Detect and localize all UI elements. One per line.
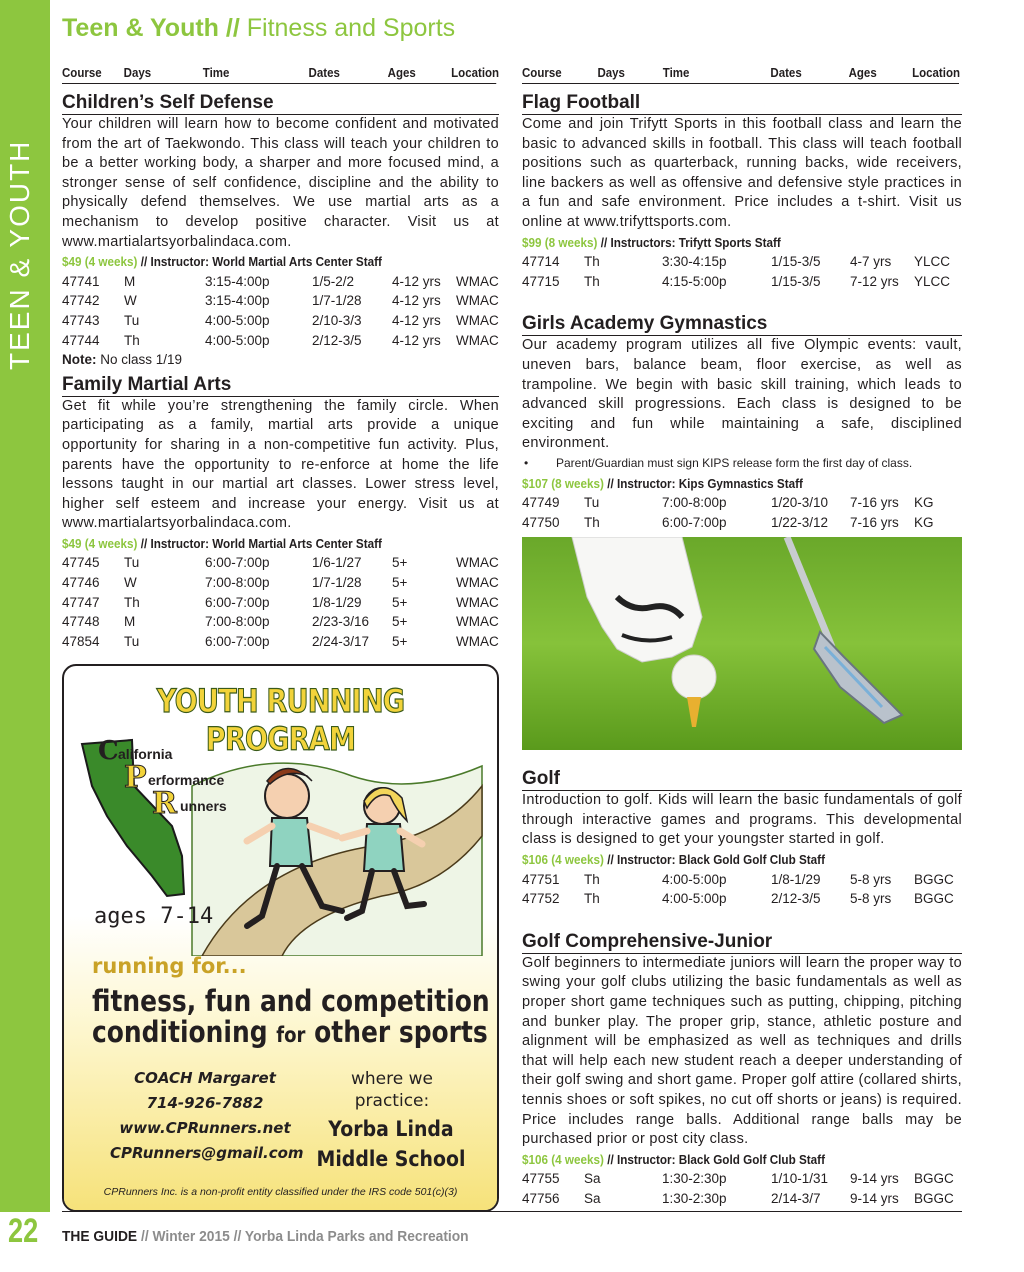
ad-running-for: running for...: [92, 954, 247, 978]
cell-location: WMAC: [456, 594, 499, 610]
title-subsection: Fitness and Sports: [246, 14, 456, 42]
cell-dates: 1/22-3/12: [771, 514, 829, 530]
footer-sep-2: //: [229, 1228, 245, 1245]
tagline-other-sports: other sports: [305, 1015, 488, 1049]
cell-ages: 5-8 yrs: [850, 891, 892, 907]
golf-photo-art: [522, 537, 962, 750]
cell-dates: 2/23-3/16: [312, 614, 370, 630]
cell-course: 47751: [522, 871, 560, 887]
instructor: // Instructor: Black Gold Golf Club Staff: [603, 852, 825, 868]
logo-line-2: erformance: [148, 772, 225, 788]
cell-time: 6:00-7:00p: [205, 594, 270, 610]
tagline-conditioning: conditioning: [92, 1015, 277, 1049]
cell-days: Sa: [584, 1171, 601, 1187]
cell-location: WMAC: [456, 614, 499, 630]
footer: [62, 1228, 469, 1245]
instructor: // Instructor: World Martial Arts Center Staff: [137, 535, 382, 551]
cell-course: 47744: [62, 332, 100, 348]
cell-dates: 1/20-3/10: [771, 495, 829, 511]
bullet-text: Parent/Guardian must sign KIPS release form the first day of class.: [556, 455, 913, 470]
course-fee: [522, 474, 918, 494]
price: $107 (8 weeks): [522, 475, 604, 491]
cell-dates: 2/12-3/5: [312, 332, 362, 348]
left-column: [62, 62, 499, 651]
cell-ages: 5-8 yrs: [850, 871, 892, 887]
footer-rule: [62, 1211, 962, 1212]
course-girls-gymnastics: [522, 313, 962, 532]
schedule-row: [522, 513, 962, 533]
cell-ages: 5+: [392, 614, 408, 630]
schedule-row: [522, 1189, 962, 1209]
cell-time: 1:30-2:30p: [662, 1171, 727, 1187]
ad-title: YOUTH RUNNING PROGRAM: [156, 682, 405, 758]
cell-course: 47748: [62, 614, 100, 630]
cell-time: 3:15-4:00p: [205, 273, 270, 289]
cell-days: Th: [124, 594, 140, 610]
course-description: Golf beginners to intermediate juniors will learn the proper way to swing your golf clubs utilizing the basic fundamentals as well as proper short game techniques such as putting, chipping, pitching and bunker play. The proper grip, stance, athletic posture and alignment will be emphasized as well as techniques and drills that will help each new student reach a deeper understanding of their golf swing and short game. Proper golf attire (collared shirts, tennis shoes or soft spikes, no cut off shorts or jeans) is required. Price includes range balls. Additional range balls may be purchased prior or post city class.: [522, 954, 962, 1148]
instructor: // Instructors: Trifytt Sports Staff: [597, 234, 781, 250]
course-golf-comprehensive: [522, 931, 962, 1209]
cell-course: 47750: [522, 514, 560, 530]
cell-time: 1:30-2:30p: [662, 1190, 727, 1206]
note-label: Note:: [62, 352, 97, 368]
cell-location: WMAC: [456, 312, 499, 328]
cell-days: Th: [124, 332, 140, 348]
cell-ages: 7-16 yrs: [850, 495, 899, 511]
sidebar-label: TEEN & YOUTH: [4, 139, 35, 370]
footer-department: Yorba Linda Parks and Recreation: [244, 1228, 469, 1245]
cell-location: WMAC: [456, 332, 499, 348]
cell-location: KG: [914, 514, 934, 530]
cell-ages: 5+: [392, 633, 408, 649]
cell-days: Tu: [584, 495, 600, 511]
cell-location: BGGC: [914, 891, 954, 907]
school-line2: Middle School: [316, 1147, 466, 1171]
cell-days: W: [124, 575, 137, 591]
schedule-row: [62, 272, 499, 292]
golf-photo: [522, 537, 962, 750]
ad-email[interactable]: CPRunners@gmail.com: [110, 1144, 304, 1162]
col-dates: Dates: [770, 65, 802, 80]
title-separator: //: [218, 14, 247, 42]
course-description: Our academy program utilizes all five Olympic events: vault, uneven bars, balance beam, floor exercise, as well as trampoline. We begin with basic skill training, which leads to advanced skill progressions. Each class is designed to be exciting and fun while maintaining a safe, disciplined environment.: [522, 337, 962, 452]
course-title: Golf Comprehensive-Junior: [522, 931, 962, 954]
page-number: 22: [8, 1212, 39, 1250]
schedule-rows: [522, 1169, 962, 1208]
cell-ages: 4-12 yrs: [392, 312, 441, 328]
schedule-row: [62, 291, 499, 311]
instructor: // Instructor: Black Gold Golf Club Staff: [603, 1151, 825, 1167]
cell-location: WMAC: [456, 633, 499, 649]
ad-tagline-line2: [92, 1015, 488, 1051]
course-fee: [522, 1150, 918, 1170]
cell-location: WMAC: [456, 575, 499, 591]
logo-letter-p: P: [124, 760, 147, 795]
cell-ages: 4-12 yrs: [392, 293, 441, 309]
schedule-row: [62, 593, 499, 613]
bullet-dot: •: [524, 455, 529, 470]
price: $106 (4 weeks): [522, 1151, 604, 1167]
course-fee: [62, 252, 455, 272]
ad-footnote: CPRunners Inc. is a non-profit entity classified under the IRS code 501(c)(3): [103, 1186, 458, 1198]
course-description: Come and join Trifytt Sports in this football class and learn the basic to advanced skills in football. This class will teach football positions such as quarterback, running backs, wide receivers, line backers as well as offensive and defensive style practices in a fun and safe environment. Price includes a t-shirt. Visit us online at www.trifyttsports.com.: [522, 116, 962, 230]
title-section: Teen & Youth: [62, 14, 219, 42]
cell-course: 47752: [522, 891, 560, 907]
cell-course: 47746: [62, 575, 100, 591]
schedule-row: [522, 889, 962, 909]
schedule-row: [522, 870, 962, 890]
logo-letter-r: R: [152, 786, 177, 821]
cell-time: 4:00-5:00p: [205, 312, 270, 328]
course-description: Get fit while you’re strengthening the family circle. When participating as a family, martial arts provide a unique opportunity for sharing in a non-competitive fun activity. Plus, parents have the opportunity to re-enforce at home the life lessons taught in our martial art classes. Lower stress level, higher self esteem and increase your energy. Visit us at www.martialartsyorbalindaca.com.: [62, 397, 499, 532]
price: $49 (4 weeks): [62, 254, 138, 270]
cell-days: M: [124, 614, 136, 630]
schedule-rows: [522, 252, 962, 291]
tagline-for: for: [276, 1023, 306, 1047]
course-title: Children’s Self Defense: [62, 92, 499, 115]
schedule-row: [62, 573, 499, 593]
cell-dates: 1/8-1/29: [312, 594, 362, 610]
page-title: [62, 14, 455, 43]
cell-course: 47715: [522, 273, 560, 289]
where-line2: practice:: [354, 1091, 430, 1111]
ad-tagline: [92, 984, 490, 1051]
cell-days: Th: [584, 514, 600, 530]
footer-sep-1: //: [137, 1228, 153, 1245]
cell-location: BGGC: [914, 1190, 954, 1206]
col-location: Location: [451, 65, 500, 80]
schedule-row: [62, 612, 499, 632]
cell-time: 3:15-4:00p: [205, 293, 270, 309]
cell-days: Th: [584, 254, 600, 270]
course-note: [62, 350, 499, 370]
cell-location: BGGC: [914, 871, 954, 887]
course-fee: [522, 850, 918, 870]
schedule-rows: [522, 870, 962, 909]
course-fee: [62, 534, 455, 554]
course-title: Golf: [522, 768, 962, 791]
cell-dates: 2/12-3/5: [771, 891, 821, 907]
ad-tagline-line1: fitness, fun and competition: [92, 984, 490, 1018]
schedule-row: [522, 272, 962, 292]
footer-season: Winter 2015: [152, 1228, 230, 1245]
cell-dates: 1/7-1/28: [312, 575, 362, 591]
cell-time: 4:00-5:00p: [205, 332, 270, 348]
course-flag-football: [522, 92, 962, 291]
coach-name: COACH Margaret: [134, 1069, 276, 1087]
col-course: Course: [522, 65, 562, 80]
instructor: // Instructor: Kips Gymnastics Staff: [603, 475, 803, 491]
cell-time: 7:00-8:00p: [662, 495, 727, 511]
footer-guide: THE GUIDE: [62, 1228, 138, 1245]
course-golf: [522, 768, 962, 909]
cell-course: 47743: [62, 312, 100, 328]
cell-location: WMAC: [456, 293, 499, 309]
cell-dates: 1/6-1/27: [312, 555, 362, 571]
schedule-rows: [522, 493, 962, 532]
col-days: Days: [597, 65, 625, 80]
cell-course: 47755: [522, 1171, 560, 1187]
col-days: Days: [123, 65, 152, 80]
cell-days: Tu: [124, 555, 140, 571]
cell-dates: 1/7-1/28: [312, 293, 362, 309]
cell-location: YLCC: [914, 254, 951, 270]
course-title: Girls Academy Gymnastics: [522, 313, 962, 336]
schedule-row: [522, 1169, 962, 1189]
schedule-rows: [62, 272, 499, 350]
course-family-martial-arts: [62, 374, 499, 652]
ad-school: [315, 1114, 468, 1174]
cell-course: 47741: [62, 273, 100, 289]
cell-dates: 1/15-3/5: [771, 273, 821, 289]
cell-time: 4:00-5:00p: [662, 871, 727, 887]
cell-days: Tu: [124, 312, 140, 328]
course-title: Flag Football: [522, 92, 962, 115]
cell-time: 6:00-7:00p: [205, 633, 270, 649]
cell-days: W: [124, 293, 137, 309]
cell-time: 7:00-8:00p: [205, 614, 270, 630]
col-ages: Ages: [387, 65, 416, 80]
cell-time: 4:15-5:00p: [662, 273, 727, 289]
schedule-row: [522, 493, 962, 513]
cell-location: YLCC: [914, 273, 951, 289]
cell-days: M: [124, 273, 136, 289]
cell-course: 47749: [522, 495, 560, 511]
cell-days: Tu: [124, 633, 140, 649]
column-header: [62, 62, 500, 84]
course-fee: [522, 233, 918, 253]
price: $49 (4 weeks): [62, 535, 138, 551]
cell-days: Th: [584, 871, 600, 887]
cell-location: KG: [914, 495, 934, 511]
col-ages: Ages: [848, 65, 877, 80]
ad-contact: [110, 1066, 304, 1166]
school-line1: Yorba Linda: [328, 1117, 454, 1141]
cell-location: BGGC: [914, 1171, 954, 1187]
cell-ages: 7-16 yrs: [850, 514, 899, 530]
cell-dates: 1/10-1/31: [771, 1171, 829, 1187]
cell-ages: 5+: [392, 594, 408, 610]
col-dates: Dates: [308, 65, 340, 80]
cell-location: WMAC: [456, 273, 499, 289]
where-line1: where we: [351, 1069, 433, 1089]
col-time: Time: [662, 65, 690, 80]
cell-days: Th: [584, 273, 600, 289]
cell-time: 6:00-7:00p: [205, 555, 270, 571]
ad-website[interactable]: www.CPRunners.net: [119, 1119, 291, 1137]
column-header: [522, 62, 959, 84]
cell-course: 47854: [62, 633, 100, 649]
cell-course: 47756: [522, 1190, 560, 1206]
logo-line-1: alifornia: [118, 746, 173, 762]
cell-course: 47747: [62, 594, 100, 610]
schedule-row: [62, 632, 499, 652]
course-childrens-self-defense: [62, 92, 499, 370]
instructor: // Instructor: World Martial Arts Center Staff: [137, 254, 382, 270]
schedule-row: [62, 331, 499, 351]
cell-dates: 2/14-3/7: [771, 1190, 821, 1206]
cell-time: 7:00-8:00p: [205, 575, 270, 591]
ad-where: [312, 1068, 472, 1112]
cell-ages: 5+: [392, 575, 408, 591]
schedule-rows: [62, 553, 499, 651]
cell-ages: 4-7 yrs: [850, 254, 892, 270]
schedule-row: [62, 553, 499, 573]
cell-days: Th: [584, 891, 600, 907]
course-description: Your children will learn how to become confident and motivated from the art of Taekwondo. This class will teach your children to be a better working body, a sharper and more focused mind, a stronger sense of self confidence, discipline and the ability to physically defend themselves. We use martial arts as a mechanism to develop positive character. Visit us at www.martialartsyorbalindaca.com.: [62, 116, 499, 250]
course-description: Introduction to golf. Kids will learn the basic fundamentals of golf through interactive games and programs. This developmental class is designed to get your youngster started in golf.: [522, 792, 962, 848]
logo-letter-c: C: [98, 736, 119, 766]
logo-line-3: unners: [180, 798, 227, 814]
cell-course: 47742: [62, 293, 100, 309]
cell-course: 47745: [62, 555, 100, 571]
coach-phone: 714-926-7882: [146, 1094, 264, 1112]
cell-ages: 4-12 yrs: [392, 273, 441, 289]
cell-dates: 1/15-3/5: [771, 254, 821, 270]
course-title: Family Martial Arts: [62, 374, 499, 397]
cell-course: 47714: [522, 254, 560, 270]
cell-ages: 9-14 yrs: [850, 1190, 899, 1206]
ad-ages: ages 7-14: [94, 904, 214, 929]
cell-ages: 4-12 yrs: [392, 332, 441, 348]
cell-dates: 1/8-1/29: [771, 871, 821, 887]
cell-days: Sa: [584, 1190, 601, 1206]
cell-time: 3:30-4:15p: [662, 254, 727, 270]
col-course: Course: [62, 65, 102, 80]
note-text: No class 1/19: [96, 352, 183, 368]
price: $99 (8 weeks): [522, 234, 598, 250]
cell-location: WMAC: [456, 555, 499, 571]
schedule-row: [522, 252, 962, 272]
price: $106 (4 weeks): [522, 852, 604, 868]
cell-ages: 5+: [392, 555, 408, 571]
running-program-ad: [62, 664, 499, 1212]
cell-dates: 1/5-2/2: [312, 273, 355, 289]
col-time: Time: [202, 65, 230, 80]
cell-dates: 2/10-3/3: [312, 312, 362, 328]
cell-dates: 2/24-3/17: [312, 633, 370, 649]
cell-time: 4:00-5:00p: [662, 891, 727, 907]
cell-ages: 9-14 yrs: [850, 1171, 899, 1187]
col-location: Location: [912, 65, 961, 80]
course-bullet: [522, 454, 962, 474]
cell-time: 6:00-7:00p: [662, 514, 727, 530]
cell-ages: 7-12 yrs: [850, 273, 899, 289]
schedule-row: [62, 311, 499, 331]
